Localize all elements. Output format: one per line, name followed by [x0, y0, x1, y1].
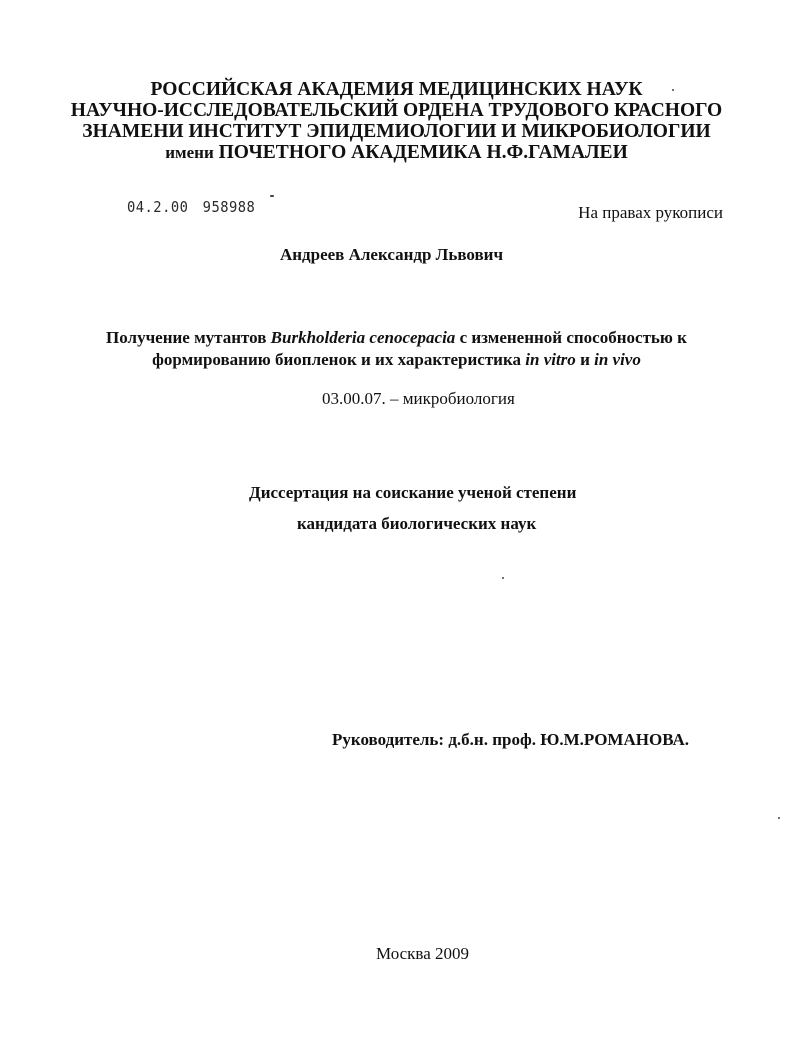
stamp-mark [270, 195, 274, 197]
author-name [0, 245, 793, 265]
org-line-4-prefix: имени [165, 143, 214, 162]
specialty [322, 389, 515, 409]
org-line-1-text: РОССИЙСКАЯ АКАДЕМИЯ МЕДИЦИНСКИХ НАУК [150, 79, 643, 100]
scan-speck [778, 817, 780, 819]
supervisor [332, 730, 689, 750]
thesis-line-1 [249, 483, 576, 503]
org-line-3 [0, 121, 793, 142]
city-year [376, 944, 469, 964]
title-part-2: с измененной способностью к [459, 328, 687, 347]
rights-note [578, 203, 723, 223]
title-species: Burkholderia cenocepacia [270, 328, 456, 347]
scan-speck [502, 577, 504, 579]
scan-speck [672, 89, 674, 91]
title-line-1 [0, 327, 793, 349]
org-line-4 [0, 142, 793, 163]
city-year-text: Москва 2009 [376, 944, 470, 963]
title-part-3: формированию биопленок и их характеристика [152, 350, 522, 369]
title-line-2 [0, 349, 793, 371]
title-in-vivo: in vivo [594, 350, 641, 369]
thesis-line-2-text: кандидата биологических наук [297, 514, 537, 533]
thesis-line-2 [297, 514, 536, 534]
title-in-vitro: in vitro [525, 350, 576, 369]
stamp-code: 04.2.00 [127, 198, 189, 216]
specialty-text: 03.00.07. – микробиология [322, 389, 515, 408]
org-line-2-text: НАУЧНО-ИССЛЕДОВАТЕЛЬСКИЙ ОРДЕНА ТРУДОВОГО КРАСНОГО [70, 100, 723, 121]
thesis-line-1-text: Диссертация на соискание ученой степени [249, 483, 577, 502]
org-line-4-main: ПОЧЕТНОГО АКАДЕМИКА Н.Ф.ГАМАЛЕИ [218, 142, 628, 163]
org-line-2 [0, 100, 793, 121]
org-line-3-text: ЗНАМЕНИ ИНСТИТУТ ЭПИДЕМИОЛОГИИ И МИКРОБИОЛОГИИ [82, 121, 711, 142]
rights-text: На правах рукописи [578, 203, 723, 222]
author-text: Андреев Александр Львович [279, 245, 504, 264]
title-part-1: Получение мутантов [106, 328, 267, 347]
supervisor-text: Руководитель: д.б.н. проф. Ю.М.РОМАНОВА. [332, 730, 689, 749]
stamp-number: 958988 [202, 198, 256, 216]
org-line-1 [0, 79, 793, 100]
library-stamp [127, 198, 255, 216]
title-and: и [580, 350, 590, 369]
